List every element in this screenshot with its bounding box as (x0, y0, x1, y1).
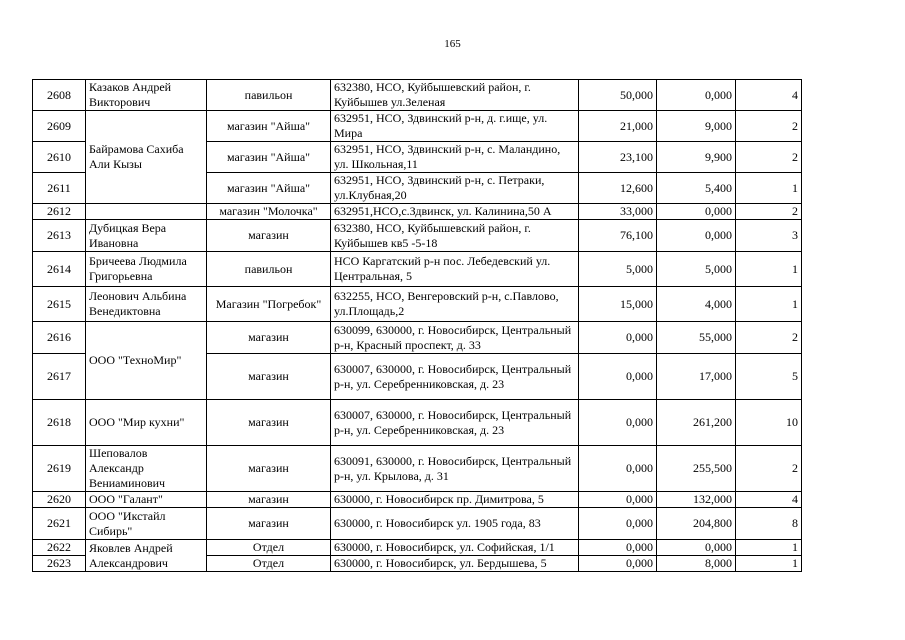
entrepreneur-name: ООО "ТехноМир" (86, 322, 207, 400)
object-address: 630000, г. Новосибирск пр. Димитрова, 5 (331, 492, 579, 508)
object-type: магазин (207, 446, 331, 492)
object-address: 632951,НСО,с.Здвинск, ул. Калинина,50 А (331, 204, 579, 220)
entrepreneur-name: ООО "Галант" (86, 492, 207, 508)
value-1: 23,100 (579, 142, 657, 173)
object-type: магазин (207, 322, 331, 354)
entrepreneur-name: Байрамова Сахиба Али Кызы (86, 111, 207, 204)
value-1: 0,000 (579, 508, 657, 540)
row-number: 2610 (33, 142, 86, 173)
value-2: 261,200 (657, 400, 736, 446)
object-address: 630007, 630000, г. Новосибирск, Центральный р-н, ул. Серебренниковская, д. 23 (331, 400, 579, 446)
value-1: 0,000 (579, 540, 657, 556)
entrepreneur-name: Казаков Андрей Викторович (86, 80, 207, 111)
object-address: 632380, НСО, Куйбышевский район, г. Куйбышев кв5 -5-18 (331, 220, 579, 252)
value-3: 2 (736, 322, 802, 354)
value-1: 0,000 (579, 400, 657, 446)
table-row (33, 220, 802, 252)
entrepreneur-name: Леонович Альбина Венедиктовна (86, 287, 207, 322)
value-1: 0,000 (579, 446, 657, 492)
object-address: 630007, 630000, г. Новосибирск, Центральный р-н, ул. Серебренниковская, д. 23 (331, 354, 579, 400)
row-number: 2623 (33, 556, 86, 572)
row-number: 2615 (33, 287, 86, 322)
value-2: 9,900 (657, 142, 736, 173)
value-3: 2 (736, 111, 802, 142)
value-3: 1 (736, 287, 802, 322)
object-type: магазин "Айша" (207, 142, 331, 173)
value-2: 255,500 (657, 446, 736, 492)
table-row (33, 446, 802, 492)
table-row (33, 80, 802, 111)
row-number: 2608 (33, 80, 86, 111)
value-2: 8,000 (657, 556, 736, 572)
object-type: Магазин "Погребок" (207, 287, 331, 322)
object-type: Отдел (207, 540, 331, 556)
row-number: 2609 (33, 111, 86, 142)
object-type: магазин (207, 400, 331, 446)
object-type: павильон (207, 80, 331, 111)
entrepreneur-name: Шеповалов Александр Вениаминович (86, 446, 207, 492)
value-3: 4 (736, 80, 802, 111)
table-row (33, 111, 802, 142)
entrepreneur-name: Бричеева Людмила Григорьевна (86, 252, 207, 287)
object-type: магазин "Айша" (207, 111, 331, 142)
table-row (33, 400, 802, 446)
value-1: 0,000 (579, 492, 657, 508)
registry-table (32, 79, 802, 572)
value-1: 12,600 (579, 173, 657, 204)
value-2: 4,000 (657, 287, 736, 322)
row-number: 2617 (33, 354, 86, 400)
row-number: 2621 (33, 508, 86, 540)
object-address: НСО Каргатский р-н пос. Лебедевский ул. Центральная, 5 (331, 252, 579, 287)
table-row (33, 540, 802, 556)
object-address: 630000, г. Новосибирск ул. 1905 года, 83 (331, 508, 579, 540)
value-2: 132,000 (657, 492, 736, 508)
table-row (33, 287, 802, 322)
value-1: 5,000 (579, 252, 657, 287)
value-1: 76,100 (579, 220, 657, 252)
value-1: 21,000 (579, 111, 657, 142)
object-type: магазин (207, 508, 331, 540)
row-number: 2612 (33, 204, 86, 220)
value-2: 0,000 (657, 540, 736, 556)
object-type: магазин (207, 492, 331, 508)
table-row (33, 492, 802, 508)
object-type: магазин "Молочка" (207, 204, 331, 220)
value-2: 0,000 (657, 220, 736, 252)
value-1: 0,000 (579, 556, 657, 572)
value-3: 2 (736, 142, 802, 173)
page-number: 165 (444, 38, 461, 50)
value-3: 1 (736, 540, 802, 556)
value-3: 2 (736, 204, 802, 220)
value-2: 55,000 (657, 322, 736, 354)
entrepreneur-name: ООО "Икстайл Сибирь" (86, 508, 207, 540)
value-3: 8 (736, 508, 802, 540)
object-address: 632255, НСО, Венгеровский р-н, с.Павлово, ул.Площадь,2 (331, 287, 579, 322)
entrepreneur-name: ООО "Мир кухни" (86, 400, 207, 446)
value-2: 5,000 (657, 252, 736, 287)
row-number: 2622 (33, 540, 86, 556)
object-type: павильон (207, 252, 331, 287)
value-3: 1 (736, 556, 802, 572)
value-2: 0,000 (657, 204, 736, 220)
row-number: 2619 (33, 446, 86, 492)
object-type: магазин "Айша" (207, 173, 331, 204)
value-1: 0,000 (579, 354, 657, 400)
object-address: 632951, НСО, Здвинский р-н, д. г.ище, ул. Мира (331, 111, 579, 142)
value-1: 50,000 (579, 80, 657, 111)
value-2: 204,800 (657, 508, 736, 540)
row-number: 2618 (33, 400, 86, 446)
object-address: 632951, НСО, Здвинский р-н, с. Маландино, ул. Школьная,11 (331, 142, 579, 173)
table-row (33, 508, 802, 540)
value-3: 1 (736, 252, 802, 287)
value-3: 5 (736, 354, 802, 400)
value-2: 17,000 (657, 354, 736, 400)
object-address: 630091, 630000, г. Новосибирск, Центральный р-н, ул. Крылова, д. 31 (331, 446, 579, 492)
value-2: 0,000 (657, 80, 736, 111)
value-1: 0,000 (579, 322, 657, 354)
row-number: 2614 (33, 252, 86, 287)
value-3: 4 (736, 492, 802, 508)
object-type: магазин (207, 220, 331, 252)
row-number: 2616 (33, 322, 86, 354)
object-type: магазин (207, 354, 331, 400)
entrepreneur-name: Дубицкая Вера Ивановна (86, 220, 207, 252)
object-address: 630000, г. Новосибирск, ул. Бердышева, 5 (331, 556, 579, 572)
entrepreneur-name (86, 204, 207, 220)
value-1: 33,000 (579, 204, 657, 220)
object-address: 630000, г. Новосибирск, ул. Софийская, 1/1 (331, 540, 579, 556)
row-number: 2611 (33, 173, 86, 204)
entrepreneur-name: Яковлев Андрей Александрович (86, 540, 207, 572)
object-address: 630099, 630000, г. Новосибирск, Центральный р-н, Красный проспект, д. 33 (331, 322, 579, 354)
object-type: Отдел (207, 556, 331, 572)
row-number: 2613 (33, 220, 86, 252)
value-2: 9,000 (657, 111, 736, 142)
value-2: 5,400 (657, 173, 736, 204)
table-row (33, 252, 802, 287)
table-row (33, 204, 802, 220)
value-3: 3 (736, 220, 802, 252)
value-3: 10 (736, 400, 802, 446)
value-1: 15,000 (579, 287, 657, 322)
row-number: 2620 (33, 492, 86, 508)
table-row (33, 322, 802, 354)
value-3: 1 (736, 173, 802, 204)
object-address: 632951, НСО, Здвинский р-н, с. Петраки, ул.Клубная,20 (331, 173, 579, 204)
value-3: 2 (736, 446, 802, 492)
object-address: 632380, НСО, Куйбышевский район, г. Куйбышев ул.Зеленая (331, 80, 579, 111)
